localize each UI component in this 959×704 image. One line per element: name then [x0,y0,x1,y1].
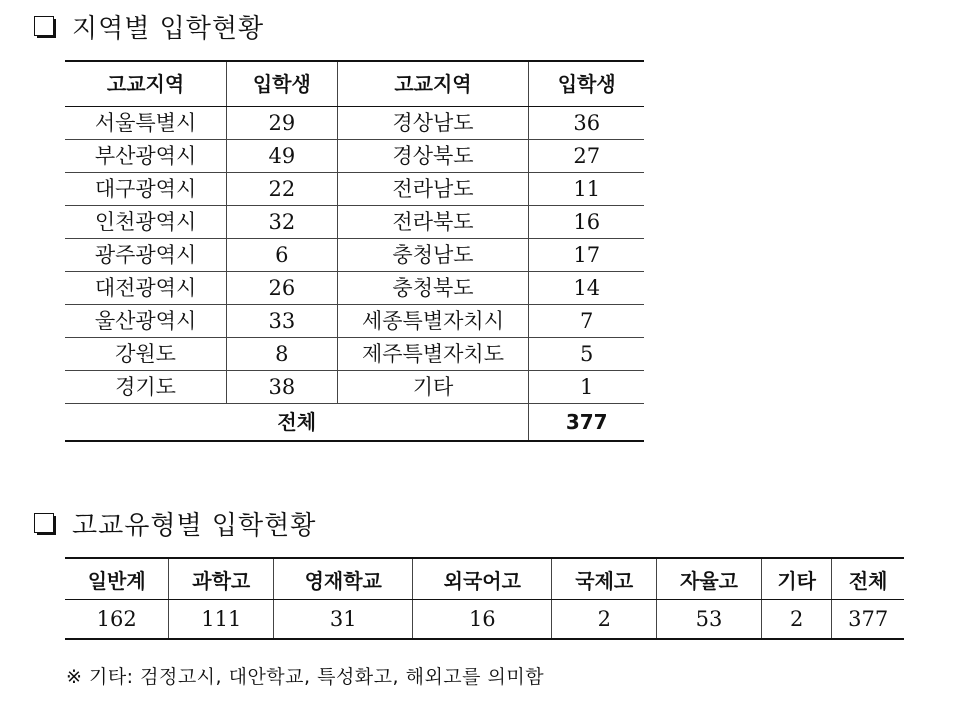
column-header: 전체 [832,558,904,600]
region-cell: 충청남도 [337,239,529,272]
table-row [65,371,644,404]
region-cell: 부산광역시 [65,140,227,173]
region-cell: 전라북도 [337,206,529,239]
table-row [65,272,644,305]
count-cell: 11 [529,173,644,206]
region-cell: 전라남도 [337,173,529,206]
column-header: 기타 [761,558,831,600]
region-cell: 경상북도 [337,140,529,173]
column-header: 고교지역 [65,61,227,107]
region-cell: 기타 [337,371,529,404]
region-cell: 대전광역시 [65,272,227,305]
count-cell: 22 [227,173,337,206]
count-cell: 5 [529,338,644,371]
region-cell: 울산광역시 [65,305,227,338]
count-cell: 1 [529,371,644,404]
region-cell: 대구광역시 [65,173,227,206]
section-title-school-type [34,505,316,542]
table-row [65,305,644,338]
count-cell: 53 [657,600,762,640]
count-cell: 14 [529,272,644,305]
count-cell: 6 [227,239,337,272]
count-cell: 33 [227,305,337,338]
region-cell: 서울특별시 [65,107,227,140]
count-cell: 49 [227,140,337,173]
column-header: 고교지역 [337,61,529,107]
count-cell: 111 [169,600,274,640]
count-cell: 17 [529,239,644,272]
table-row [65,239,644,272]
region-cell: 강원도 [65,338,227,371]
section-title-region [34,8,264,45]
count-cell: 2 [761,600,831,640]
count-cell: 377 [832,600,904,640]
table-row [65,338,644,371]
table-row [65,206,644,239]
count-cell: 26 [227,272,337,305]
region-cell: 경기도 [65,371,227,404]
table-header-row [65,558,904,600]
region-cell: 광주광역시 [65,239,227,272]
count-cell: 36 [529,107,644,140]
table-row [65,600,904,640]
column-header: 영재학교 [274,558,413,600]
region-cell: 인천광역시 [65,206,227,239]
checkbox-icon [34,16,56,38]
column-header: 자율고 [657,558,762,600]
region-cell: 경상남도 [337,107,529,140]
table-row [65,107,644,140]
count-cell: 162 [65,600,169,640]
column-header: 입학생 [227,61,337,107]
total-label: 전체 [65,404,529,442]
total-row [65,404,644,442]
total-value: 377 [529,404,644,442]
table-row [65,173,644,206]
count-cell: 29 [227,107,337,140]
school-type-admission-table [65,557,904,640]
section-title-text: 지역별 입학현황 [72,14,265,44]
table-header-row [65,61,644,107]
region-cell: 충청북도 [337,272,529,305]
footnote: ※ 기타: 검정고시, 대안학교, 특성화고, 해외고를 의미함 [66,666,545,688]
region-admission-table [65,60,644,442]
count-cell: 2 [552,600,657,640]
column-header: 외국어고 [413,558,552,600]
column-header: 입학생 [529,61,644,107]
section-title-text: 고교유형별 입학현황 [72,511,317,541]
column-header: 국제고 [552,558,657,600]
count-cell: 32 [227,206,337,239]
table-row [65,140,644,173]
count-cell: 27 [529,140,644,173]
count-cell: 7 [529,305,644,338]
count-cell: 31 [274,600,413,640]
region-cell: 세종특별자치시 [337,305,529,338]
count-cell: 16 [413,600,552,640]
checkbox-icon [34,513,56,535]
count-cell: 8 [227,338,337,371]
count-cell: 38 [227,371,337,404]
column-header: 과학고 [169,558,274,600]
column-header: 일반계 [65,558,169,600]
count-cell: 16 [529,206,644,239]
region-cell: 제주특별자치도 [337,338,529,371]
